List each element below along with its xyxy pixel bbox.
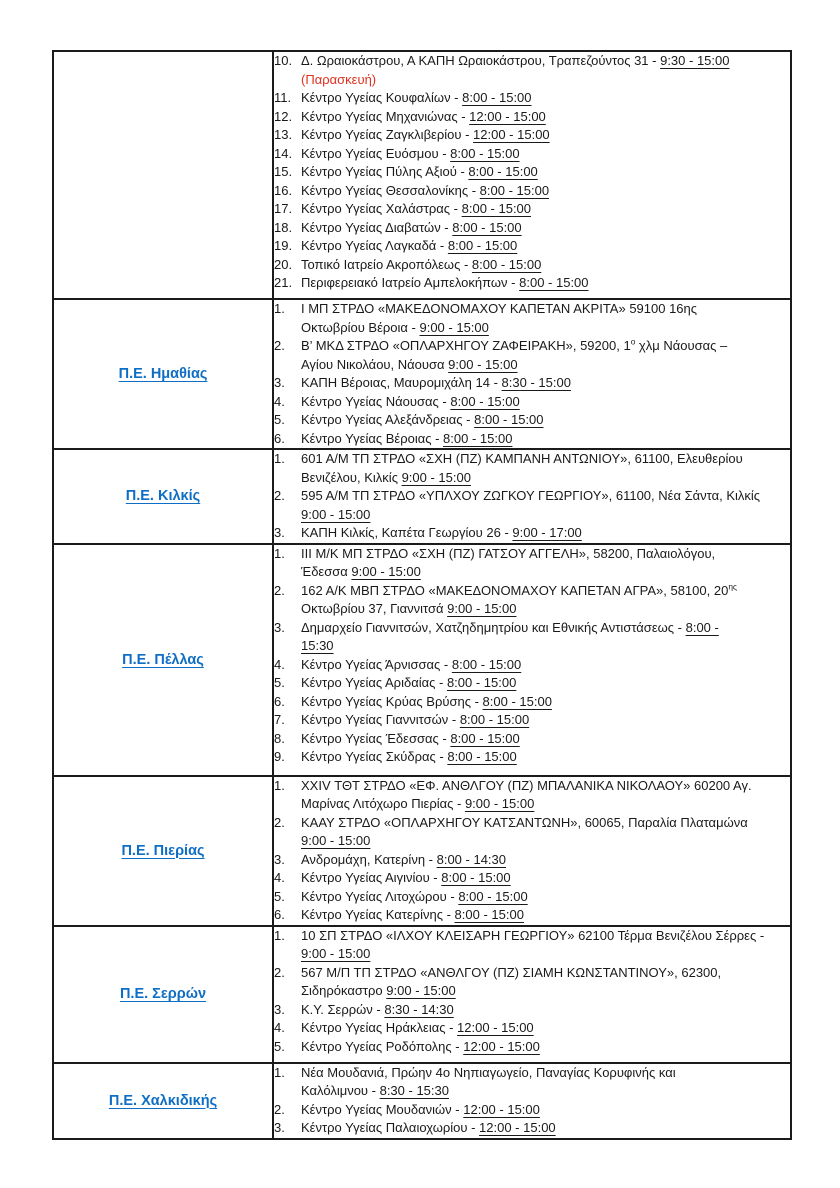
item-text	[301, 814, 790, 851]
location-text: Κέντρο Υγείας Λαγκαδά -	[301, 238, 448, 253]
item-number: 12.	[274, 108, 293, 124]
list-item	[274, 108, 790, 127]
list-item	[274, 219, 790, 238]
item-text	[301, 1019, 790, 1038]
location-list	[274, 450, 790, 543]
opening-hours: 8:00 - 15:00	[482, 693, 552, 709]
list-item	[274, 163, 790, 182]
region-label-link[interactable]: Π.Ε. Σερρών	[119, 986, 207, 1002]
region-label-link[interactable]: Π.Ε. Κιλκίς	[125, 488, 201, 505]
item-text	[301, 256, 790, 275]
opening-hours: 8:00 - 15:00	[447, 749, 517, 764]
list-item	[274, 430, 790, 449]
item-number: 1.	[274, 545, 285, 561]
item-number: 18.	[274, 219, 293, 235]
location-text: Κέντρο Υγείας Παλαιοχωρίου -	[301, 1120, 480, 1135]
location-text: Κέντρο Υγείας Ευόσμου -	[301, 145, 451, 161]
location-text: Κέντρο Υγείας Κατερίνης -	[301, 907, 455, 922]
table-body	[53, 51, 791, 1139]
item-text	[301, 487, 790, 524]
opening-hours: 9:00 - 15:00	[464, 796, 535, 811]
item-text	[301, 851, 790, 870]
location-text: Κέντρο Υγείας Αιγινίου -	[301, 870, 442, 885]
opening-hours: 9:00 - 15:00	[301, 506, 371, 522]
list-item	[274, 393, 790, 412]
location-text: χλμ Νάουσας –	[635, 338, 728, 353]
location-text: Κέντρο Υγείας Πύλης Αξιού -	[301, 164, 469, 179]
region-cell	[53, 51, 273, 299]
item-text	[301, 582, 790, 619]
location-text: Ι ΜΠ ΣΤΡΔΟ «ΜΑΚΕΔΟΝΟΜΑΧΟΥ ΚΑΠΕΤΑΝ ΑΚΡΙΤΑ» 59100 16ης	[301, 301, 698, 316]
location-text: 601 Α/Μ ΤΠ ΣΤΡΔΟ «ΣΧΗ (ΠΖ) ΚΑΜΠΑΝΗ ΑΝΤΩΝΙΟΥ», 61100, Ελευθερίου	[301, 451, 743, 466]
location-text: Σιδηρόκαστρο	[301, 983, 387, 998]
item-number: 9.	[274, 749, 285, 764]
item-text	[301, 869, 790, 888]
table-row	[53, 1063, 791, 1139]
opening-hours: 9:00 - 15:00	[447, 601, 517, 616]
location-text: Κέντρο Υγείας Κουφαλίων -	[301, 90, 463, 105]
list-item	[274, 145, 790, 164]
item-number: 21.	[274, 275, 293, 290]
location-text: Κέντρο Υγείας Λιτοχώρου -	[301, 888, 459, 904]
location-list	[274, 777, 790, 925]
opening-hours: 8:00 - 15:00	[462, 90, 532, 105]
item-number: 6.	[274, 693, 285, 709]
location-text: Κέντρο Υγείας Έδεσσας -	[301, 730, 451, 746]
opening-hours: 9:30 - 15:00	[660, 53, 730, 68]
schedule-table	[52, 50, 792, 1140]
opening-hours: 8:00 - 15:00	[459, 712, 530, 727]
location-text: Έδεσσα	[301, 564, 352, 579]
opening-hours: 8:00 - 15:00	[452, 219, 522, 235]
list-item	[274, 869, 790, 888]
location-text: Κέντρο Υγείας Μηχανιώνας -	[301, 108, 470, 124]
location-list	[274, 1064, 790, 1138]
opening-hours: 12:00 - 15:00	[463, 1101, 540, 1117]
item-number: 3.	[274, 619, 285, 635]
region-cell	[53, 299, 273, 449]
list-item	[274, 1101, 790, 1120]
opening-hours: 8:00 - 15:00	[479, 182, 550, 198]
location-text: Κέντρο Υγείας Σκύδρας -	[301, 749, 448, 764]
location-text: Κέντρο Υγείας Μουδανιών -	[301, 1101, 464, 1117]
item-number: 2.	[274, 488, 285, 503]
list-item	[274, 274, 790, 293]
ordinal-superscript: ο	[630, 336, 636, 347]
item-text	[301, 1064, 790, 1101]
item-number: 20.	[274, 256, 293, 272]
opening-hours: 8:00 - 15:00	[443, 430, 513, 446]
item-number: 5.	[274, 412, 285, 427]
item-number: 1.	[274, 451, 285, 466]
table-row	[53, 299, 791, 449]
location-list	[274, 927, 790, 1057]
opening-hours: 8:00 -	[685, 619, 719, 635]
item-text	[301, 237, 790, 256]
list-item	[274, 748, 790, 767]
item-number: 13.	[274, 127, 293, 142]
location-text: Βενιζέλου, Κιλκίς	[301, 469, 402, 485]
item-number: 3.	[274, 375, 285, 390]
item-text	[301, 1119, 790, 1138]
locations-cell	[273, 1063, 791, 1139]
item-number: 19.	[274, 238, 293, 253]
list-item	[274, 888, 790, 907]
location-text: Μαρίνας Λιτόχωρο Πιερίας -	[301, 796, 465, 811]
location-text: Τοπικό Ιατρείο Ακροπόλεως -	[301, 256, 472, 272]
location-text: 595 Α/Μ ΤΠ ΣΤΡΔΟ «ΥΠΛΧΟΥ ΖΩΓΚΟΥ ΓΕΩΡΓΙΟΥ», 61100, Νέα Σάντα, Κιλκίς	[301, 488, 761, 503]
item-number: 17.	[274, 201, 293, 216]
location-list	[274, 52, 790, 293]
opening-hours: 8:00 - 15:00	[474, 412, 544, 427]
list-item	[274, 906, 790, 925]
list-item	[274, 300, 790, 337]
region-cell	[53, 544, 273, 776]
opening-hours: 8:00 - 15:00	[519, 275, 589, 290]
locations-cell	[273, 51, 791, 299]
location-text: XXIV ΤΘΤ ΣΤΡΔΟ «ΕΦ. ΑΝΘΛΓΟΥ (ΠΖ) ΜΠΑΛΑΝΙΚΑ ΝΙΚΟΛΑΟΥ» 60200 Αγ.	[301, 777, 752, 793]
location-text: Περιφερειακό Ιατρείο Αμπελοκήπων -	[301, 275, 520, 290]
item-number: 2.	[274, 814, 285, 830]
location-text: ΚΑΠΗ Βέροιας, Μαυρομιχάλη 14 -	[301, 375, 502, 390]
item-text	[301, 1101, 790, 1120]
item-text	[301, 1001, 790, 1020]
location-text: Κέντρο Υγείας Διαβατών -	[301, 219, 453, 235]
list-item	[274, 182, 790, 201]
opening-hours: 8:00 - 15:00	[450, 145, 520, 161]
location-list	[274, 300, 790, 448]
opening-hours: 8:30 - 15:00	[501, 375, 571, 390]
item-number: 8.	[274, 730, 285, 746]
opening-hours: 8:30 - 14:30	[384, 1001, 454, 1017]
locations-cell	[273, 449, 791, 544]
opening-hours: 8:30 - 15:30	[379, 1083, 449, 1098]
item-text	[301, 393, 790, 412]
item-text	[301, 52, 790, 89]
list-item	[274, 487, 790, 524]
list-item	[274, 524, 790, 543]
item-number: 6.	[274, 907, 285, 922]
list-item	[274, 126, 790, 145]
opening-hours: 12:00 - 15:00	[463, 1038, 540, 1054]
item-number: 2.	[274, 1101, 285, 1117]
list-item	[274, 619, 790, 656]
item-number: 2.	[274, 964, 285, 980]
location-text: Οκτωβρίου 37, Γιαννιτσά	[301, 601, 448, 616]
location-text: Κέντρο Υγείας Ροδόπολης -	[301, 1038, 464, 1054]
location-text: ΚΑΠΗ Κιλκίς, Καπέτα Γεωργίου 26 -	[301, 525, 513, 540]
item-number: 4.	[274, 1020, 285, 1035]
list-item	[274, 545, 790, 582]
item-number: 4.	[274, 393, 285, 409]
opening-hours: 8:00 - 15:00	[450, 393, 520, 409]
opening-hours: 9:00 - 15:00	[301, 946, 371, 961]
region-label-link[interactable]: Π.Ε. Πιερίας	[121, 842, 205, 859]
item-text	[301, 730, 790, 749]
location-text: Ανδρομάχη, Κατερίνη -	[301, 851, 437, 867]
item-text	[301, 545, 790, 582]
item-number: 11.	[274, 90, 292, 105]
list-item	[274, 656, 790, 675]
list-item	[274, 1019, 790, 1038]
locations-cell	[273, 926, 791, 1063]
item-text	[301, 450, 790, 487]
item-number: 3.	[274, 851, 285, 867]
region-label-link[interactable]: Π.Ε. Χαλκιδικής	[108, 1092, 218, 1109]
location-text: Αγίου Νικολάου, Νάουσα	[301, 356, 449, 372]
locations-cell	[273, 544, 791, 776]
item-number: 1.	[274, 1064, 285, 1080]
item-text	[301, 906, 790, 925]
opening-hours: 8:00 - 15:00	[471, 256, 542, 272]
location-text: Κέντρο Υγείας Χαλάστρας -	[301, 201, 462, 216]
location-text: Κέντρο Υγείας Βέροιας -	[301, 430, 444, 446]
list-item	[274, 374, 790, 393]
item-number: 3.	[274, 1120, 285, 1135]
item-text	[301, 524, 790, 543]
location-text: Κέντρο Υγείας Άρνισσας -	[301, 656, 452, 672]
item-number: 5.	[274, 888, 285, 904]
list-item	[274, 1064, 790, 1101]
location-text: Δημαρχείο Γιαννιτσών, Χατζηδημητρίου και Εθνικής Αντιστάσεως -	[301, 619, 686, 635]
opening-hours: 8:00 - 15:00	[454, 907, 524, 922]
item-text	[301, 430, 790, 449]
opening-hours: 12:00 - 15:00	[479, 1120, 556, 1135]
location-text: Νέα Μουδανιά, Πρώην 4ο Νηπιαγωγείο, Παναγίας Κορυφινής και	[301, 1064, 676, 1080]
location-text: 10 ΣΠ ΣΤΡΔΟ «ΙΛΧΟΥ ΚΛΕΙΣΑΡΗ ΓΕΩΡΓΙΟΥ» 62100 Τέρμα Βενιζέλου Σέρρες -	[301, 927, 765, 943]
opening-hours: 15:30	[301, 638, 334, 653]
item-number: 2.	[274, 338, 285, 353]
item-text	[301, 200, 790, 219]
list-item	[274, 582, 790, 619]
region-cell	[53, 449, 273, 544]
list-item	[274, 730, 790, 749]
list-item	[274, 411, 790, 430]
item-number: 6.	[274, 430, 285, 446]
opening-hours: 8:00 - 15:00	[468, 164, 538, 179]
item-number: 15.	[274, 164, 293, 179]
item-text	[301, 777, 790, 814]
opening-hours: 8:00 - 15:00	[451, 656, 522, 672]
location-text: Δ. Ωραιοκάστρου, Α ΚΑΠΗ Ωραιοκάστρου, Τραπεζούντος 31 -	[301, 53, 661, 68]
location-text: Κέντρο Υγείας Αλεξάνδρειας -	[301, 412, 475, 427]
list-item	[274, 237, 790, 256]
location-text: Β’ ΜΚΔ ΣΤΡΔΟ «ΟΠΛΑΡΧΗΓΟΥ ΖΑΦΕΙΡΑΚΗ», 59200, 1	[301, 338, 631, 353]
item-number: 7.	[274, 712, 285, 727]
list-item	[274, 1119, 790, 1138]
list-item	[274, 1001, 790, 1020]
location-text: Κέντρο Υγείας Αριδαίας -	[301, 675, 447, 690]
opening-hours: 8:00 - 15:00	[446, 675, 517, 690]
table-row	[53, 544, 791, 776]
item-number: 4.	[274, 656, 285, 672]
table-row	[53, 449, 791, 544]
list-item	[274, 52, 790, 89]
locations-cell	[273, 776, 791, 926]
item-text	[301, 888, 790, 907]
item-text	[301, 337, 790, 374]
location-text: Κέντρο Υγείας Ζαγκλιβερίου -	[301, 127, 474, 142]
locations-cell	[273, 299, 791, 449]
item-number: 10.	[274, 53, 293, 68]
list-item	[274, 337, 790, 374]
opening-hours: 9:00 - 15:00	[448, 356, 518, 372]
opening-hours: 8:00 - 15:00	[461, 201, 532, 216]
opening-hours: 9:00 - 15:00	[351, 564, 421, 579]
item-text	[301, 711, 790, 730]
region-label-link[interactable]: Π.Ε. Ημαθίας	[118, 366, 208, 382]
list-item	[274, 927, 790, 964]
opening-hours: 8:00 - 15:00	[450, 730, 520, 746]
table-row	[53, 926, 791, 1063]
location-text: 567 Μ/Π ΤΠ ΣΤΡΔΟ «ΑΝΘΛΓΟΥ (ΠΖ) ΣΙΑΜΗ ΚΩΝΣΤΑΝΤΙΝΟΥ», 62300,	[301, 964, 722, 980]
item-text	[301, 182, 790, 201]
opening-hours: 9:00 - 15:00	[401, 469, 471, 485]
item-text	[301, 300, 790, 337]
location-text: Καλόλιμνου -	[301, 1083, 380, 1098]
location-text: Κέντρο Υγείας Θεσσαλονίκης -	[301, 182, 480, 198]
item-number: 5.	[274, 1038, 285, 1054]
item-text	[301, 145, 790, 164]
item-text	[301, 748, 790, 767]
location-text: Κ.Υ. Σερρών -	[301, 1001, 385, 1017]
opening-hours: 9:00 - 15:00	[386, 983, 456, 998]
item-text	[301, 1038, 790, 1057]
list-item	[274, 851, 790, 870]
item-text	[301, 219, 790, 238]
opening-hours: 9:00 - 17:00	[512, 525, 582, 540]
item-number: 14.	[274, 145, 293, 161]
list-item	[274, 674, 790, 693]
list-item	[274, 256, 790, 275]
list-item	[274, 777, 790, 814]
opening-hours: 8:00 - 14:30	[436, 851, 506, 867]
region-cell	[53, 776, 273, 926]
opening-hours: 8:00 - 15:00	[441, 870, 511, 885]
location-text: 162 Α/Κ ΜΒΠ ΣΤΡΔΟ «ΜΑΚΕΔΟΝΟΜΑΧΟΥ ΚΑΠΕΤΑΝ ΑΓΡΑ», 58100, 20	[301, 582, 729, 598]
opening-hours: 9:00 - 15:00	[301, 833, 371, 848]
item-number: 1.	[274, 927, 285, 943]
ordinal-superscript: ης	[728, 581, 737, 592]
item-text	[301, 674, 790, 693]
item-number: 3.	[274, 1001, 285, 1017]
item-text	[301, 163, 790, 182]
item-text	[301, 89, 790, 108]
item-text	[301, 274, 790, 293]
item-number: 4.	[274, 870, 285, 885]
item-number: 1.	[274, 301, 285, 316]
list-item	[274, 814, 790, 851]
opening-hours: 12:00 - 15:00	[473, 127, 550, 142]
item-text	[301, 126, 790, 145]
location-text: ΚΑΑΥ ΣΤΡΔΟ «ΟΠΛΑΡΧΗΓΟΥ ΚΑΤΣΑΝΤΩΝΗ», 60065, Παραλία Πλαταμώνα	[301, 814, 748, 830]
opening-hours: 12:00 - 15:00	[457, 1020, 534, 1035]
location-text: ΙΙΙ Μ/Κ ΜΠ ΣΤΡΔΟ «ΣΧΗ (ΠΖ) ΓΑΤΣΟΥ ΑΓΓΕΛΗ», 58200, Παλαιολόγου,	[301, 545, 716, 561]
item-number: 5.	[274, 675, 285, 690]
day-note: (Παρασκευή)	[301, 71, 377, 87]
list-item	[274, 711, 790, 730]
opening-hours: 8:00 - 15:00	[458, 888, 528, 904]
location-text: Κέντρο Υγείας Γιαννιτσών -	[301, 712, 460, 727]
location-list	[274, 545, 790, 767]
list-item	[274, 964, 790, 1001]
region-label-link[interactable]: Π.Ε. Πέλλας	[122, 651, 204, 668]
location-text: Κέντρο Υγείας Κρύας Βρύσης -	[301, 693, 483, 709]
item-text	[301, 411, 790, 430]
list-item	[274, 89, 790, 108]
item-text	[301, 927, 790, 964]
item-number: 3.	[274, 525, 285, 540]
opening-hours: 12:00 - 15:00	[469, 108, 546, 124]
table-row	[53, 51, 791, 299]
item-text	[301, 693, 790, 712]
item-number: 1.	[274, 777, 285, 793]
region-cell	[53, 1063, 273, 1139]
location-text: Οκτωβρίου Βέροια -	[301, 319, 420, 335]
item-text	[301, 964, 790, 1001]
list-item	[274, 1038, 790, 1057]
location-text: Κέντρο Υγείας Ηράκλειας -	[301, 1020, 458, 1035]
opening-hours: 9:00 - 15:00	[419, 319, 489, 335]
location-text: Κέντρο Υγείας Νάουσας -	[301, 393, 451, 409]
list-item	[274, 200, 790, 219]
item-text	[301, 656, 790, 675]
region-cell	[53, 926, 273, 1063]
list-item	[274, 693, 790, 712]
item-text	[301, 374, 790, 393]
item-text	[301, 108, 790, 127]
item-number: 16.	[274, 182, 293, 198]
item-text	[301, 619, 790, 656]
list-item	[274, 450, 790, 487]
table-row	[53, 776, 791, 926]
item-number: 2.	[274, 582, 285, 598]
opening-hours: 8:00 - 15:00	[447, 238, 518, 253]
